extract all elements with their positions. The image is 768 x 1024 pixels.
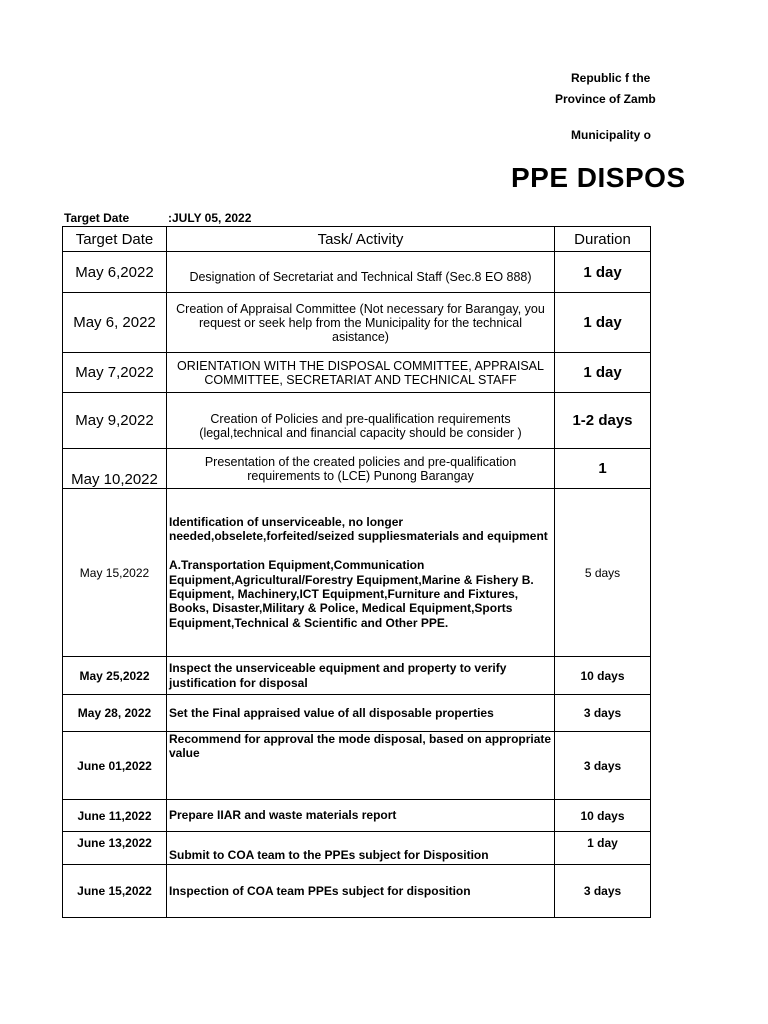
table-row — [63, 252, 651, 293]
page-title: PPE DISPOS — [511, 162, 686, 193]
row-date: June 01,2022 — [63, 732, 167, 800]
row-duration: 10 days — [555, 800, 651, 832]
row-duration: 1 day — [555, 252, 651, 293]
row-duration: 1 day — [555, 832, 651, 865]
row-duration: 3 days — [555, 865, 651, 918]
row-date: May 6,2022 — [63, 252, 167, 293]
row-task — [167, 393, 555, 449]
row-duration: 3 days — [555, 695, 651, 732]
row-task: Prepare IIAR and waste materials report — [167, 800, 555, 832]
row-task: Creation of Appraisal Committee (Not necessary for Barangay, you request or seek help from the Municipality for the technical asistance) — [167, 293, 555, 353]
row-task-text: Designation of Secretariat and Technical Staff (Sec.8 EO 888) — [189, 270, 532, 284]
table-row — [63, 393, 651, 449]
column-header-target-date: Target Date — [63, 227, 167, 252]
table-row — [63, 449, 651, 489]
table-row — [63, 865, 651, 918]
row-duration: 1 day — [555, 293, 651, 353]
table-row — [63, 695, 651, 732]
row-date: June 15,2022 — [63, 865, 167, 918]
row-duration: 5 days — [555, 489, 651, 657]
row-task — [167, 252, 555, 293]
table-header-row — [63, 227, 651, 252]
target-date-value: :JULY 05, 2022 — [168, 211, 252, 225]
row-task: Set the Final appraised value of all disposable properties — [167, 695, 555, 732]
row-date: May 28, 2022 — [63, 695, 167, 732]
table-row — [63, 657, 651, 695]
row-duration: 10 days — [555, 657, 651, 695]
column-header-task: Task/ Activity — [167, 227, 555, 252]
table-row — [63, 293, 651, 353]
row-task: Submit to COA team to the PPEs subject for Disposition — [167, 832, 555, 865]
row-date: May 7,2022 — [63, 353, 167, 393]
row-date: June 11,2022 — [63, 800, 167, 832]
row-task-text: Creation of Policies and pre-qualification requirements (legal,technical and financial capacity should be consider ) — [199, 411, 522, 440]
document-page: Republic f the Province of Zamb Municipality o PPE DISPOS Target Date :JULY 05, 2022 Target Date Task/ Activity Duration May 6,2022 Designation of Secretariat and Technical Staff (Sec.8 EO 888) 1 day May 6, 2022 Creation of Appraisal Committee (Not necessary for Barangay, you request or seek help from the Municipality for the technical asistance) 1 day May 7,2022 ORIENTATION WITH THE DISPOSAL COMMITTEE, APPRAISAL COMMITTEE, SECRETARIAT AND TECHNICAL STAFF 1 day May 9,2022 Creation of Policies and pre-qualification requirements (legal,technical and financial capacity should be consider ) 1-2 days May 10,2022 Presentation of the created policies and pre-qualification requirements to (LCE) Punong Barangay 1 May 15,2022 Identification of unserviceable, no longer needed,obselete,forfeited/seized suppliesmaterials and equipment A.Transportation Equipment,Communication Equipment,Agricultural/Forestry Equipment,Marine & Fishery B. Equipment, Machinery,ICT Equipment,Furniture and Fixtures, Books, Disaster,Military & Police, Medical Equipment,Sports Equipment,Technical & Scientific and Other PPE. 5 days May 25,2022 Inspect the unserviceable equipment and property to verify justification for disposal 10 days May 28, 2022 Set the Final appraised value of all disposable properties 3 days June 01,2022 Recommend for approval the mode disposal, based on appropriate value 3 days June 11,2022 Prepare IIAR and waste materials report 10 days June 13,2022 Submit to COA team to the PPEs subject for Disposition 1 day June 15,2022 Inspection of COA team PPEs subject for disposition 3 days — [0, 0, 650, 1024]
row-task: Inspection of COA team PPEs subject for disposition — [167, 865, 555, 918]
table-row — [63, 732, 651, 800]
row-duration: 3 days — [555, 732, 651, 800]
table-row — [63, 353, 651, 393]
row-task: Inspect the unserviceable equipment and property to verify justification for disposal — [167, 657, 555, 695]
row-date: May 15,2022 — [63, 489, 167, 657]
row-task: Identification of unserviceable, no longer needed,obselete,forfeited/seized suppliesmaterials and equipment A.Transportation Equipment,Communication Equipment,Agricultural/Forestry Equipment,Marine & Fishery B. Equipment, Machinery,ICT Equipment,Furniture and Fixtures, Books, Disaster,Military & Police, Medical Equipment,Sports Equipment,Technical & Scientific and Other PPE. — [167, 489, 555, 657]
table-row — [63, 489, 651, 657]
table-row — [63, 800, 651, 832]
row-task: ORIENTATION WITH THE DISPOSAL COMMITTEE, APPRAISAL COMMITTEE, SECRETARIAT AND TECHNICAL STAFF — [167, 353, 555, 393]
row-duration: 1 day — [555, 353, 651, 393]
row-duration: 1-2 days — [555, 393, 651, 449]
row-date: June 13,2022 — [63, 832, 167, 865]
row-task: Recommend for approval the mode disposal, based on appropriate value — [167, 732, 555, 800]
row-duration: 1 — [555, 449, 651, 489]
row-date: May 9,2022 — [63, 393, 167, 449]
column-header-duration: Duration — [555, 227, 651, 252]
table-row — [63, 832, 651, 865]
row-date: May 10,2022 — [63, 449, 167, 489]
target-date-label: Target Date — [64, 211, 130, 225]
row-task: Presentation of the created policies and pre-qualification requirements to (LCE) Punong Barangay — [167, 449, 555, 489]
row-date: May 6, 2022 — [63, 293, 167, 353]
schedule-table — [62, 226, 651, 918]
row-date: May 25,2022 — [63, 657, 167, 695]
